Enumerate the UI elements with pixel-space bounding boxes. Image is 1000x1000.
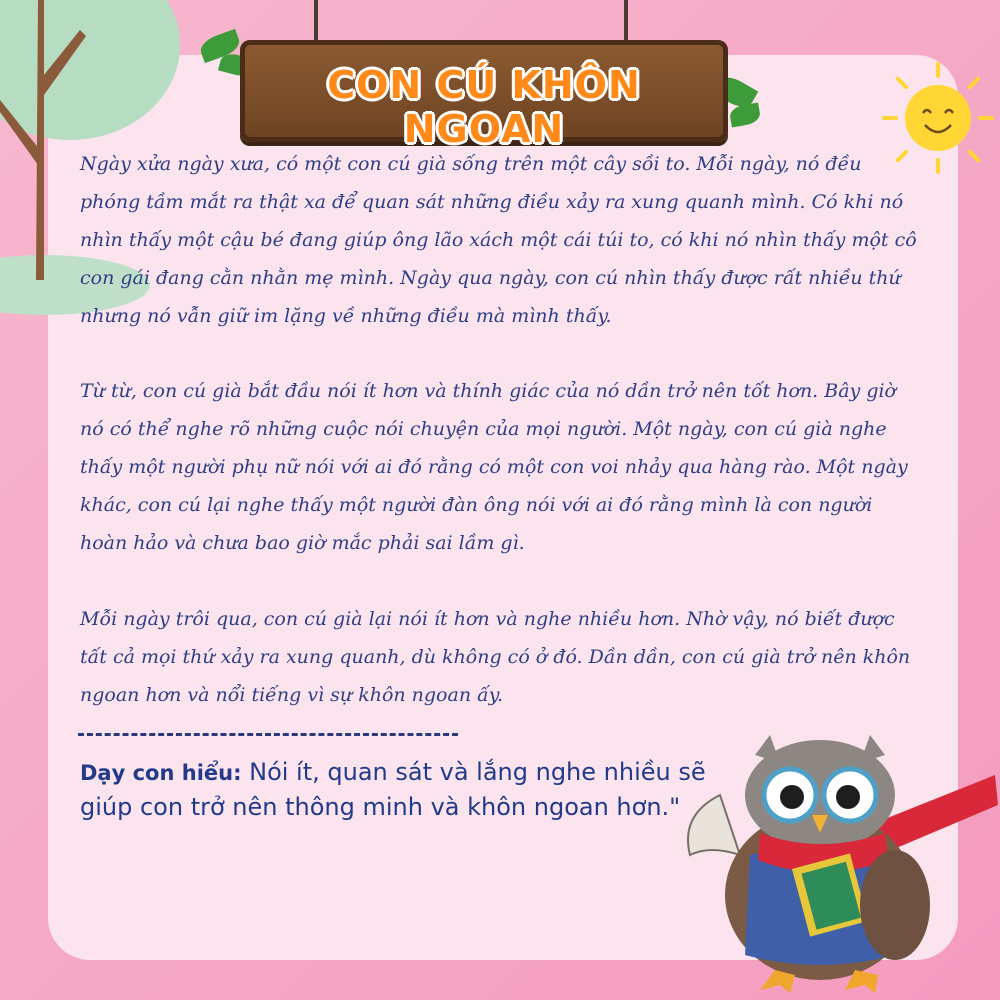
lesson-text: Nói ít, quan sát và lắng nghe nhiều sẽ giúp con trở nên thông minh và khôn ngoan hơn." (80, 758, 706, 821)
lesson-label: Dạy con hiểu: (80, 761, 242, 785)
sun-body (905, 85, 971, 151)
story-paragraph-2: Từ từ, con cú già bắt đầu nói ít hơn và thính giác của nó dần trở nên tốt hơn. Bây giờ nó có thể nghe rõ những cuộc nói chuyện của mọi người. Một ngày, con cú già nghe thấy một người phụ nữ nói với ai đó rằng có một con voi nhảy qua hàng rào. Một ngày khác, con cú lại nghe thấy một người đàn ông nói với ai đó rằng mình là con người hoàn hảo và chưa bao giờ mắc phải sai lầm gì. (80, 380, 908, 554)
sun-ray (967, 149, 981, 163)
sun-ray (936, 62, 940, 78)
sun-face-icon (905, 85, 971, 151)
owl-with-scarf-icon (680, 735, 1000, 995)
sun-ray (978, 116, 994, 120)
page-title: CON CÚ KHÔN NGOAN (327, 63, 641, 151)
sun-ray (882, 116, 898, 120)
story-paragraph-3: Mỗi ngày trôi qua, con cú già lại nói ít hơn và nghe nhiều hơn. Nhờ vậy, nó biết được tất cả mọi thứ xảy ra xung quanh, dù không có ở đó. Dần dần, con cú già trở nên khôn ngoan hơn và nổi tiếng vì sự khôn ngoan ấy. (80, 608, 911, 706)
dashed-divider (78, 733, 458, 736)
sun-ray (936, 158, 940, 174)
wooden-sign-icon (240, 40, 728, 151)
story-paragraph-1: Ngày xửa ngày xưa, có một con cú già sống trên một cây sồi to. Mỗi ngày, nó đều phóng tầm mắt ra thật xa để quan sát những điều xảy ra xung quanh mình. Có khi nó nhìn thấy một cậu bé đang giúp ông lão xách một cái túi to, có khi nó nhìn thấy một cô con gái đang cằn nhằn mẹ mình. Ngày qua ngày, con cú nhìn thấy được rất nhiều thứ nhưng nó vẫn giữ im lặng về những điều mà mình thấy. (80, 153, 917, 327)
lesson-block (80, 755, 720, 824)
sun-ray (967, 76, 981, 90)
